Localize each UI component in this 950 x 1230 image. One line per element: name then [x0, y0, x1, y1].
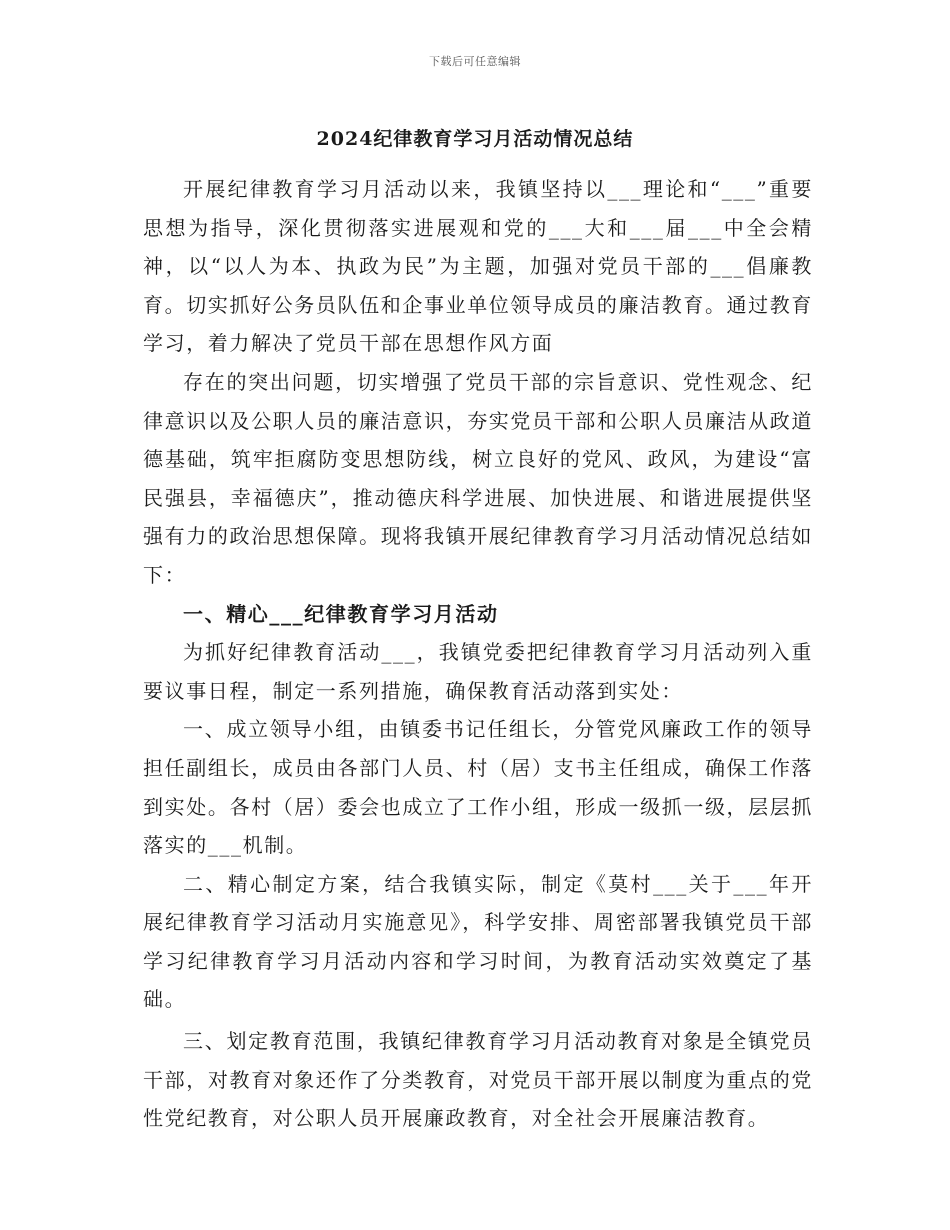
- document-title: 2024纪律教育学习月活动情况总结: [316, 128, 634, 150]
- paragraph-item-plan: 二、精心制定方案，结合我镇实际，制定《莫村___关于___年开展纪律教育学习活动月实施意见》，科学安排、周密部署我镇党员干部学习纪律教育学习月活动内容和学习时间，为教育活动实效奠定了基础。: [143, 871, 813, 1012]
- paragraph-intro-continued: 存在的突出问题，切实增强了党员干部的宗旨意识、党性观念、纪律意识以及公职人员的廉洁意识，夯实党员干部和公职人员廉洁从政道德基础，筑牢拒腐防变思想防线，树立良好的党风、政风，为建设“富民强县，幸福德庆”，推动德庆科学进展、加快进展、和谐进展提供坚强有力的政治思想保障。现将我镇开展纪律教育学习月活动情况总结如下：: [143, 369, 813, 587]
- paragraph-item-leadership-group: 一、成立领导小组，由镇委书记任组长，分管党风廉政工作的领导担任副组长，成员由各部门人员、村（居）支书主任组成，确保工作落到实处。各村（居）委会也成立了工作小组，形成一级抓一级，层层抓落实的___机制。: [143, 717, 813, 858]
- document-body: [143, 170, 813, 1138]
- section-heading-1: 一、精心___纪律教育学习月活动: [183, 601, 499, 626]
- paragraph-section-1-intro: 为抓好纪律教育活动___，我镇党委把纪律教育学习月活动列入重要议事日程，制定一系列措施，确保教育活动落到实处：: [143, 640, 813, 703]
- paragraph-item-scope: 三、划定教育范围，我镇纪律教育学习月活动教育对象是全镇党员干部，对教育对象还作了分类教育，对党员干部开展以制度为重点的党性党纪教育，对公职人员开展廉政教育，对全社会开展廉洁教育。: [143, 1029, 813, 1131]
- paragraph-intro: 开展纪律教育学习月活动以来，我镇坚持以___理论和“___”重要思想为指导，深化贯彻落实进展观和党的___大和___届___中全会精神，以“以人为本、执政为民”为主题，加强对党员干部的___倡廉教育。切实抓好公务员队伍和企事业单位领导成员的廉洁教育。通过教育学习，着力解决了党员干部在思想作风方面: [143, 177, 813, 356]
- page-header-note: 下载后可任意编辑: [429, 55, 521, 68]
